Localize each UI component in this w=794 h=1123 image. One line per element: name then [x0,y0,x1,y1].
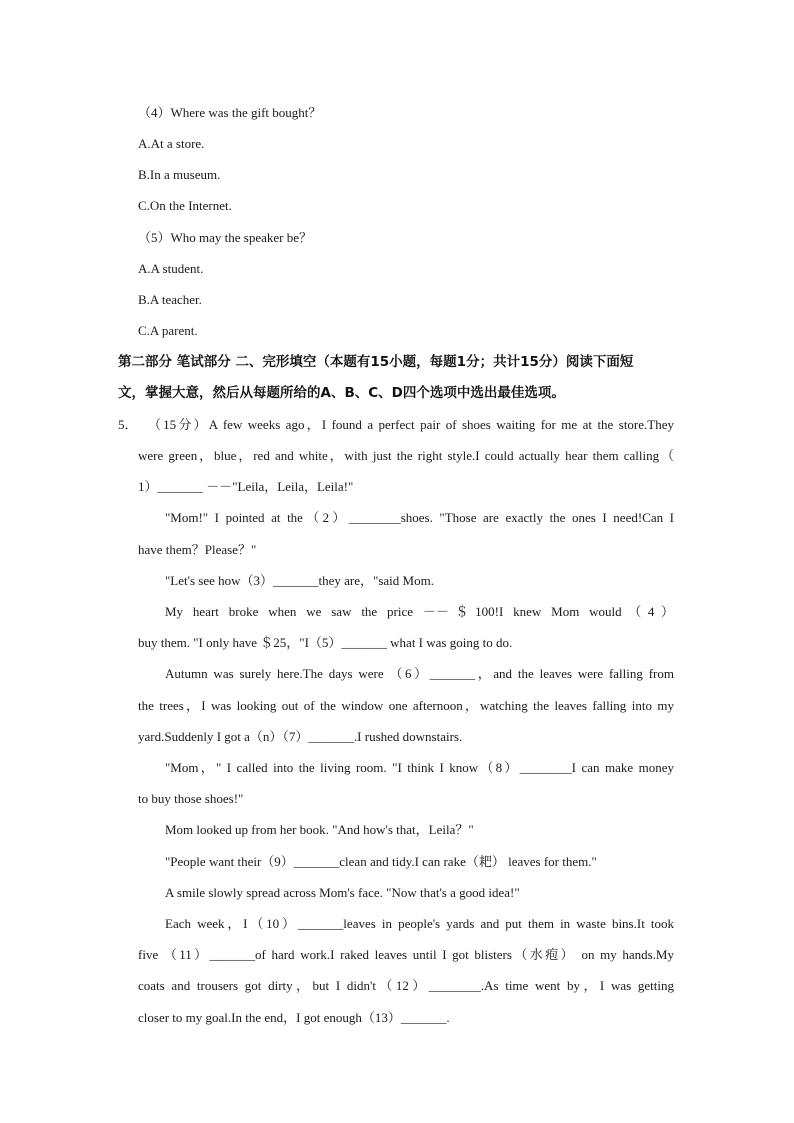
question-5-option-b: B.A teacher. [138,292,202,307]
passage-line-7: My heart broke when we saw the price －－＄100!I knew Mom would（4） [165,604,674,619]
section-heading-line-1: 第二部分 笔试部分 二、完形填空（本题有15小题，每题1分；共计15分）阅读下面短 [118,354,634,370]
passage-line-8: buy them. "I only have ＄25，"I（5）_______ what I was going to do. [138,635,513,650]
passage-line-3: 1）_______ －－"Leila，Leila，Leila!" [138,479,354,494]
question-number: 5． [118,417,138,432]
passage-line-2: were green，blue，red and white，with just the right style.I could actually hear them calling（ [138,448,674,463]
question-5-option-a: A.A student. [138,261,204,276]
passage-line-14: Mom looked up from her book. "And how's that，Leila？" [165,822,474,837]
passage-line-16: A smile slowly spread across Mom's face. "Now that's a good idea!" [165,885,520,900]
passage-line-1: （15分）A few weeks ago，I found a perfect pair of shoes waiting for me at the store.They [148,417,674,432]
passage-line-5: have them？Please？" [138,542,257,557]
passage-line-10: the trees，I was looking out of the window one afternoon，watching the leaves falling into my [138,698,674,713]
passage-line-18: five （11）_______of hard work.I raked leaves until I got blisters（水疱） on my hands.My [138,947,674,962]
passage-line-13: to buy those shoes!" [138,791,244,806]
section-heading-line-2: 文，掌握大意，然后从每题所给的A、B、C、D四个选项中选出最佳选项。 [118,385,565,401]
question-4-option-a: A.At a store. [138,136,205,151]
question-4-option-b: B.In a museum. [138,167,221,182]
question-5-option-c: C.A parent. [138,323,198,338]
passage-line-4: "Mom!" I pointed at the（2）________shoes. "Those are exactly the ones I need!Can I [165,510,674,525]
passage-line-15: "People want their（9）_______clean and tidy.I can rake（耙） leaves for them." [165,854,597,869]
passage-line-20: closer to my goal.In the end，I got enough（13）_______. [138,1010,450,1025]
passage-line-11: yard.Suddenly I got a（n）（7）_______.I rushed downstairs. [138,729,463,744]
question-4-stem: （4）Where was the gift bought？ [138,105,322,120]
passage-line-6: "Let's see how（3）_______they are，"said Mom. [165,573,434,588]
question-4-option-c: C.On the Internet. [138,198,232,213]
passage-line-17: Each week，I（10）_______leaves in people's yards and put them in waste bins.It took [165,916,674,931]
passage-line-19: coats and trousers got dirty，but I didn't（12）________.As time went by，I was getting [138,978,674,993]
passage-line-9: Autumn was surely here.The days were （6）_______，and the leaves were falling from [165,666,674,681]
passage-line-12: "Mom，" I called into the living room. "I think I know（8）________I can make money [165,760,674,775]
question-5-stem: （5）Who may the speaker be？ [138,230,313,245]
